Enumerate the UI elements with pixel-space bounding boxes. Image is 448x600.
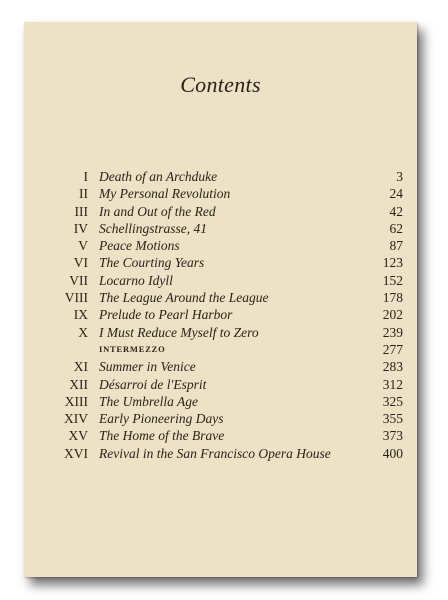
page-number: 178 — [382, 290, 403, 306]
page-number: 325 — [382, 393, 403, 409]
page-number: 312 — [382, 376, 403, 392]
chapter-title: The League Around the League — [99, 290, 269, 306]
toc-row — [38, 237, 403, 254]
toc-row — [38, 393, 403, 410]
page-title: Contents — [180, 72, 261, 97]
toc-row — [38, 185, 403, 202]
chapter-title: Death of an Archduke — [99, 169, 218, 184]
chapter-number: VIII — [64, 290, 88, 306]
chapter-title: Early Pioneering Days — [99, 411, 224, 427]
page-number: 87 — [389, 238, 403, 254]
page-number: 283 — [382, 359, 403, 375]
page-number: 239 — [382, 324, 403, 340]
toc-row — [38, 254, 403, 271]
toc-row — [38, 410, 403, 427]
toc-row — [38, 168, 403, 185]
chapter-title: My Personal Revolution — [99, 186, 231, 202]
chapter-title: The Courting Years — [99, 255, 205, 271]
page-number: 3 — [396, 169, 403, 184]
toc-row — [38, 358, 403, 375]
toc-row — [38, 272, 403, 289]
toc-row — [38, 289, 403, 306]
chapter-number: XI — [73, 359, 88, 375]
chapter-title: Revival in the San Francisco Opera House — [99, 445, 331, 461]
page-number: 277 — [382, 341, 403, 357]
chapter-number: X — [78, 324, 88, 340]
toc-row — [38, 306, 403, 323]
page-number: 42 — [389, 203, 403, 219]
chapter-title: Prelude to Pearl Harbor — [99, 307, 233, 323]
toc-row — [38, 376, 403, 393]
intermezzo-title: INTERMEZZO — [99, 343, 166, 354]
toc-row — [38, 203, 403, 220]
chapter-number: VII — [69, 272, 88, 288]
chapter-number: IV — [73, 220, 88, 236]
page-number: 373 — [382, 428, 403, 444]
chapter-number: VI — [73, 255, 88, 271]
page-number: 400 — [382, 445, 403, 461]
toc-row-intermezzo — [38, 341, 403, 358]
chapter-number: XVI — [64, 445, 88, 461]
toc-row — [38, 445, 403, 462]
chapter-number: XIII — [64, 393, 88, 409]
chapter-title: Schellingstrasse, 41 — [99, 220, 207, 236]
chapter-title: Summer in Venice — [99, 359, 196, 375]
chapter-number: IX — [73, 307, 88, 323]
chapter-number: I — [83, 169, 88, 184]
toc-row — [38, 324, 403, 341]
chapter-number: II — [79, 186, 88, 202]
chapter-title: The Home of the Brave — [99, 428, 225, 444]
page-number: 24 — [389, 186, 403, 202]
book-page — [24, 22, 417, 577]
toc-row — [38, 220, 403, 237]
chapter-number: XIV — [64, 411, 88, 427]
page-number: 202 — [382, 307, 403, 323]
chapter-number: V — [78, 238, 88, 254]
page-number: 62 — [389, 220, 403, 236]
chapter-title: Locarno Idyll — [99, 272, 173, 288]
toc-row — [38, 427, 403, 444]
page-number: 152 — [382, 272, 403, 288]
page-number: 355 — [382, 411, 403, 427]
table-of-contents — [38, 168, 403, 462]
chapter-title: In and Out of the Red — [99, 203, 216, 219]
chapter-number: XV — [68, 428, 88, 444]
page-number: 123 — [382, 255, 403, 271]
chapter-number: III — [74, 203, 88, 219]
chapter-number: XII — [69, 376, 88, 392]
chapter-title: I Must Reduce Myself to Zero — [99, 324, 259, 340]
chapter-title: Désarroi de l'Esprit — [99, 376, 207, 392]
chapter-title: Peace Motions — [99, 238, 180, 254]
chapter-title: The Umbrella Age — [99, 393, 198, 409]
